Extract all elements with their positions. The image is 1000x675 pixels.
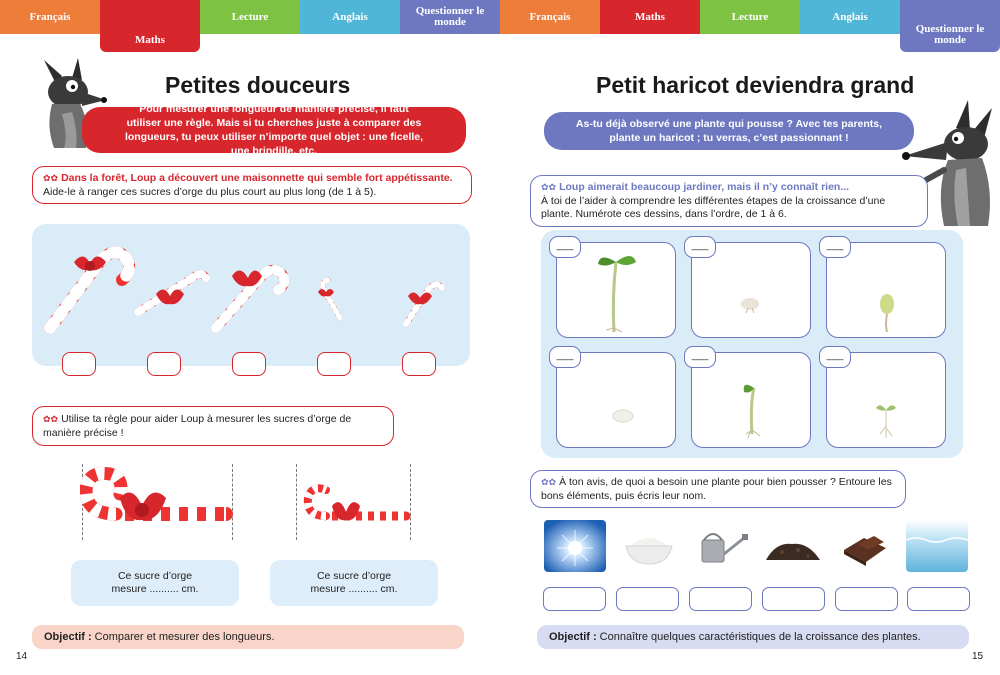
element-name-input[interactable]: [689, 587, 752, 611]
candy-cane-icon: [40, 236, 136, 336]
tab-francais-left[interactable]: Français: [0, 0, 100, 34]
exercise-2-text-left: Utilise ta règle pour aider Loup à mesurer les sucres d’orge de manière précise !: [43, 413, 352, 439]
element-name-input[interactable]: [907, 587, 970, 611]
bean-sprout-icon: [610, 408, 636, 424]
rank-answer-box[interactable]: [232, 352, 266, 376]
exercise-1-text-right: À toi de l’aider à comprendre les différentes étapes de la croissance d’une plante. Numérote ces dessins, dans l’ordre, de 1 à 6.: [541, 194, 886, 220]
bean-sprout-icon: [592, 248, 638, 334]
intro-banner-left: Pour mesurer une longueur de manière précise, il faut utiliser une règle. Mais si tu cherches juste à comparer des longueurs, tu peux utiliser n’importe quel objet : une ficelle, une brindille, etc.: [82, 107, 466, 153]
candy-cane-icon: [208, 256, 292, 336]
tab-anglais-right[interactable]: Anglais: [800, 0, 900, 34]
candy-cane-icon: [132, 262, 210, 326]
candy-cane-icon: [302, 480, 412, 536]
page-number-right: 15: [972, 651, 984, 662]
stage-number-input[interactable]: ___: [549, 236, 581, 258]
element-name-input[interactable]: [835, 587, 898, 611]
element-name-input[interactable]: [616, 587, 679, 611]
flour-bowl-icon[interactable]: [618, 520, 680, 572]
objectif-text-left: Comparer et mesurer des longueurs.: [94, 631, 275, 643]
tab-questionner-right[interactable]: Questionner le monde: [900, 0, 1000, 52]
tab-maths-left[interactable]: Maths: [100, 0, 200, 52]
objectif-text-right: Connaître quelques caractéristiques de la croissance des plantes.: [599, 631, 921, 643]
subject-tabs-right: [500, 0, 1000, 52]
paw-icon: ✿✿: [43, 414, 59, 424]
soil-icon[interactable]: [762, 520, 824, 572]
exercise-1-text-left: Aide-le à ranger ces sucres d’orge du plus court au plus long (de 1 à 5).: [43, 185, 377, 198]
exercise-1-left: [32, 166, 472, 204]
objectif-label-left: Objectif :: [44, 631, 92, 643]
paw-icon: ✿✿: [541, 477, 557, 487]
candy-cane-icon: [80, 462, 234, 544]
objectif-label-right: Objectif :: [549, 631, 597, 643]
intro-banner-right: As-tu déjà observé une plante qui pousse ? Avec tes parents, plante un haricot ; tu verras, c’est passionnant !: [544, 112, 914, 150]
candy-cane-icon: [312, 276, 348, 322]
measure-2-line1: Ce sucre d’orge: [316, 570, 392, 582]
chocolate-icon[interactable]: [834, 520, 896, 572]
element-name-input[interactable]: [543, 587, 606, 611]
bean-sprout-icon: [874, 290, 900, 334]
exercise-1-lead-right: Loup aimerait beaucoup jardiner, mais il n’y connaît rien...: [559, 181, 850, 193]
rank-answer-box[interactable]: [402, 352, 436, 376]
page-title-right: Petit haricot deviendra grand: [596, 72, 915, 98]
exercise-1-lead-left: Dans la forêt, Loup a découvert une maisonnette qui semble fort appétissante.: [61, 172, 453, 184]
page-title-left: Petites douceurs: [165, 72, 351, 98]
watering-can-icon[interactable]: [690, 520, 752, 572]
objectif-left: [32, 625, 464, 649]
stage-number-input[interactable]: ___: [684, 346, 716, 368]
rank-answer-box[interactable]: [147, 352, 181, 376]
paw-icon: ✿✿: [43, 173, 59, 183]
tab-questionner-left[interactable]: Questionner le monde: [400, 0, 500, 34]
subject-tabs-left: [0, 0, 500, 52]
element-name-input[interactable]: [762, 587, 825, 611]
tab-lecture-right[interactable]: Lecture: [700, 0, 800, 34]
tab-francais-right[interactable]: Français: [500, 0, 600, 34]
rank-answer-box[interactable]: [62, 352, 96, 376]
candy-cane-icon: [398, 274, 448, 328]
bean-sprout-icon: [872, 398, 900, 440]
page-number-left: 14: [16, 651, 28, 662]
measure-guide-line: [296, 464, 297, 540]
tab-lecture-left[interactable]: Lecture: [200, 0, 300, 34]
exercise-2-text-right: À ton avis, de quoi a besoin une plante pour bien pousser ? Entoure les bons éléments, puis écris leur nom.: [541, 476, 892, 502]
stage-number-input[interactable]: ___: [819, 346, 851, 368]
exercise-2-right: [530, 470, 906, 508]
measure-1-line2: mesure .......... cm.: [111, 583, 199, 595]
objectif-right: [537, 625, 969, 649]
water-icon[interactable]: [906, 520, 968, 572]
rank-answer-box[interactable]: [317, 352, 351, 376]
bean-sprout-icon: [734, 374, 770, 440]
measure-2-line2: mesure .......... cm.: [310, 583, 398, 595]
measure-answer-1[interactable]: [71, 560, 239, 606]
exercise-2-left: [32, 406, 394, 446]
stage-number-input[interactable]: ___: [684, 236, 716, 258]
tab-maths-right[interactable]: Maths: [600, 0, 700, 34]
bean-sprout-icon: [738, 296, 762, 314]
stage-number-input[interactable]: ___: [819, 236, 851, 258]
paw-icon: ✿✿: [541, 182, 557, 192]
measure-1-line1: Ce sucre d’orge: [117, 570, 193, 582]
tab-anglais-left[interactable]: Anglais: [300, 0, 400, 34]
measure-answer-2[interactable]: [270, 560, 438, 606]
exercise-1-right: [530, 175, 928, 227]
stage-number-input[interactable]: ___: [549, 346, 581, 368]
sun-icon[interactable]: [544, 520, 606, 572]
